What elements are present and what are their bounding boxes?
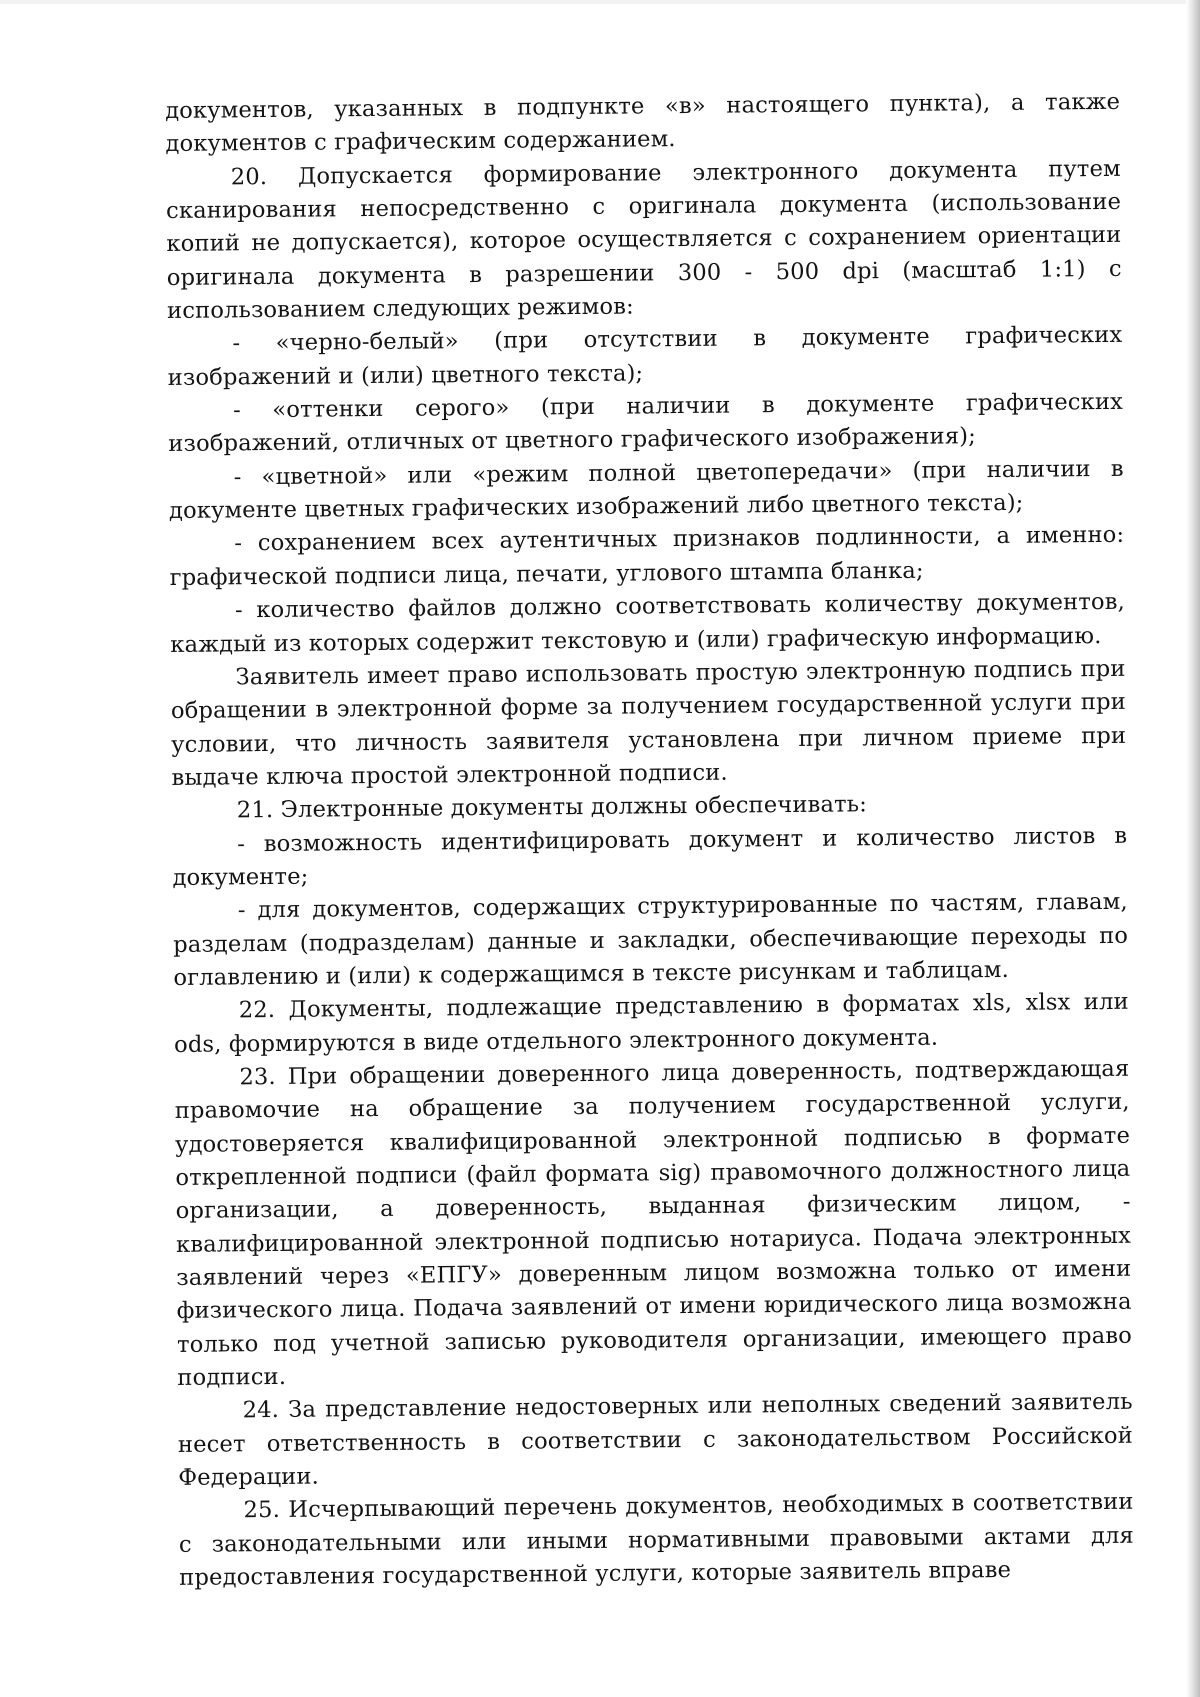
paragraph-25: 25. Исчерпывающий перечень документов, необходимых в соответствии с законодательными или иными нормативными правовыми актами для предоставления государственной услуги, которые заявитель вправе [178, 1489, 1134, 1592]
list-item-color: - «цветной» или «режим полной цветопередачи» (при наличии в документе цветных графических изображений либо цветного текста); [168, 455, 1124, 525]
list-item-identify-document: - возможность идентифицировать документ и количество листов в документе; [172, 822, 1128, 891]
list-item-black-white: - «черно-белый» (при отсутствии в документе графических изображений и (или) цветного текста); [167, 322, 1123, 391]
paragraph-24: 24. За представление недостоверных или неполных сведений заявитель несет ответственность в соответствии с законодательством Российской Федерации. [177, 1389, 1134, 1492]
list-item-authenticity: - сохранением всех аутентичных признаков подлинности, а именно: графической подписи лица, печати, углового штампа бланка; [169, 522, 1125, 591]
paragraph-21: 21. Электронные документы должны обеспечивать: [236, 791, 868, 824]
scan-right-edge [1186, 0, 1200, 1697]
document-body [165, 86, 1134, 1596]
list-item-structured-documents: - для документов, содержащих структурированные по частям, главам, разделам (подразделам) данные и закладки, обеспечивающие переходы по оглавлению и (или) к содержащимся в тексте рисункам и таблицам. [173, 889, 1129, 991]
paragraph-23: 23. При обращении доверенного лица доверенность, подтверждающая правомочие на обращение за получением государственной услуги, удостоверяется квалифицированной электронной подписью в формате открепленной подписи (файл формата sig) правомочного должностного лица организации, а доверенность, выданная физическим лицом, - квалифицированной электронной подписью нотариуса. Подача электронных заявлений через «ЕПГУ» доверенным лицом возможна только от имени физического лица. Подача заявлений от имени юридического лица возможна только под учетной записью руководителя организации, имеющего право подписи. [174, 1055, 1133, 1392]
paragraph-20: 20. Допускается формирование электронного документа путем сканирования непосредственно с оригинала документа (использование копий не допускается), которое осуществляется с сохранением ориентации оригинала документа в разрешении 300 - 500 dpi (масштаб 1:1) с использованием следующих режимов: [165, 155, 1122, 325]
paragraph-simple-signature: Заявитель имеет право использовать простую электронную подпись при обращении в электронной форме за получением государственной услуги при условии, что личность заявителя установлена при личном приеме при выдаче ключа простой электронной подписи. [170, 655, 1127, 791]
list-item-grayscale: - «оттенки серого» (при наличии в документе графических изображений, отличных от цветного графического изображения); [168, 388, 1124, 458]
paragraph-22: 22. Документы, подлежащие представлению в форматах xls, xlsx или ods, формируются в виде отдельного электронного документа. [173, 989, 1129, 1058]
list-item-file-count: - количество файлов должно соответствовать количеству документов, каждый из которых содержит текстовую и (или) графическую информацию. [170, 588, 1126, 658]
paragraph-continuation: документов, указанных в подпункте «в» настоящего пункта), а также документов с графическим содержанием. [165, 88, 1121, 158]
scan-top-edge [0, 0, 1200, 4]
